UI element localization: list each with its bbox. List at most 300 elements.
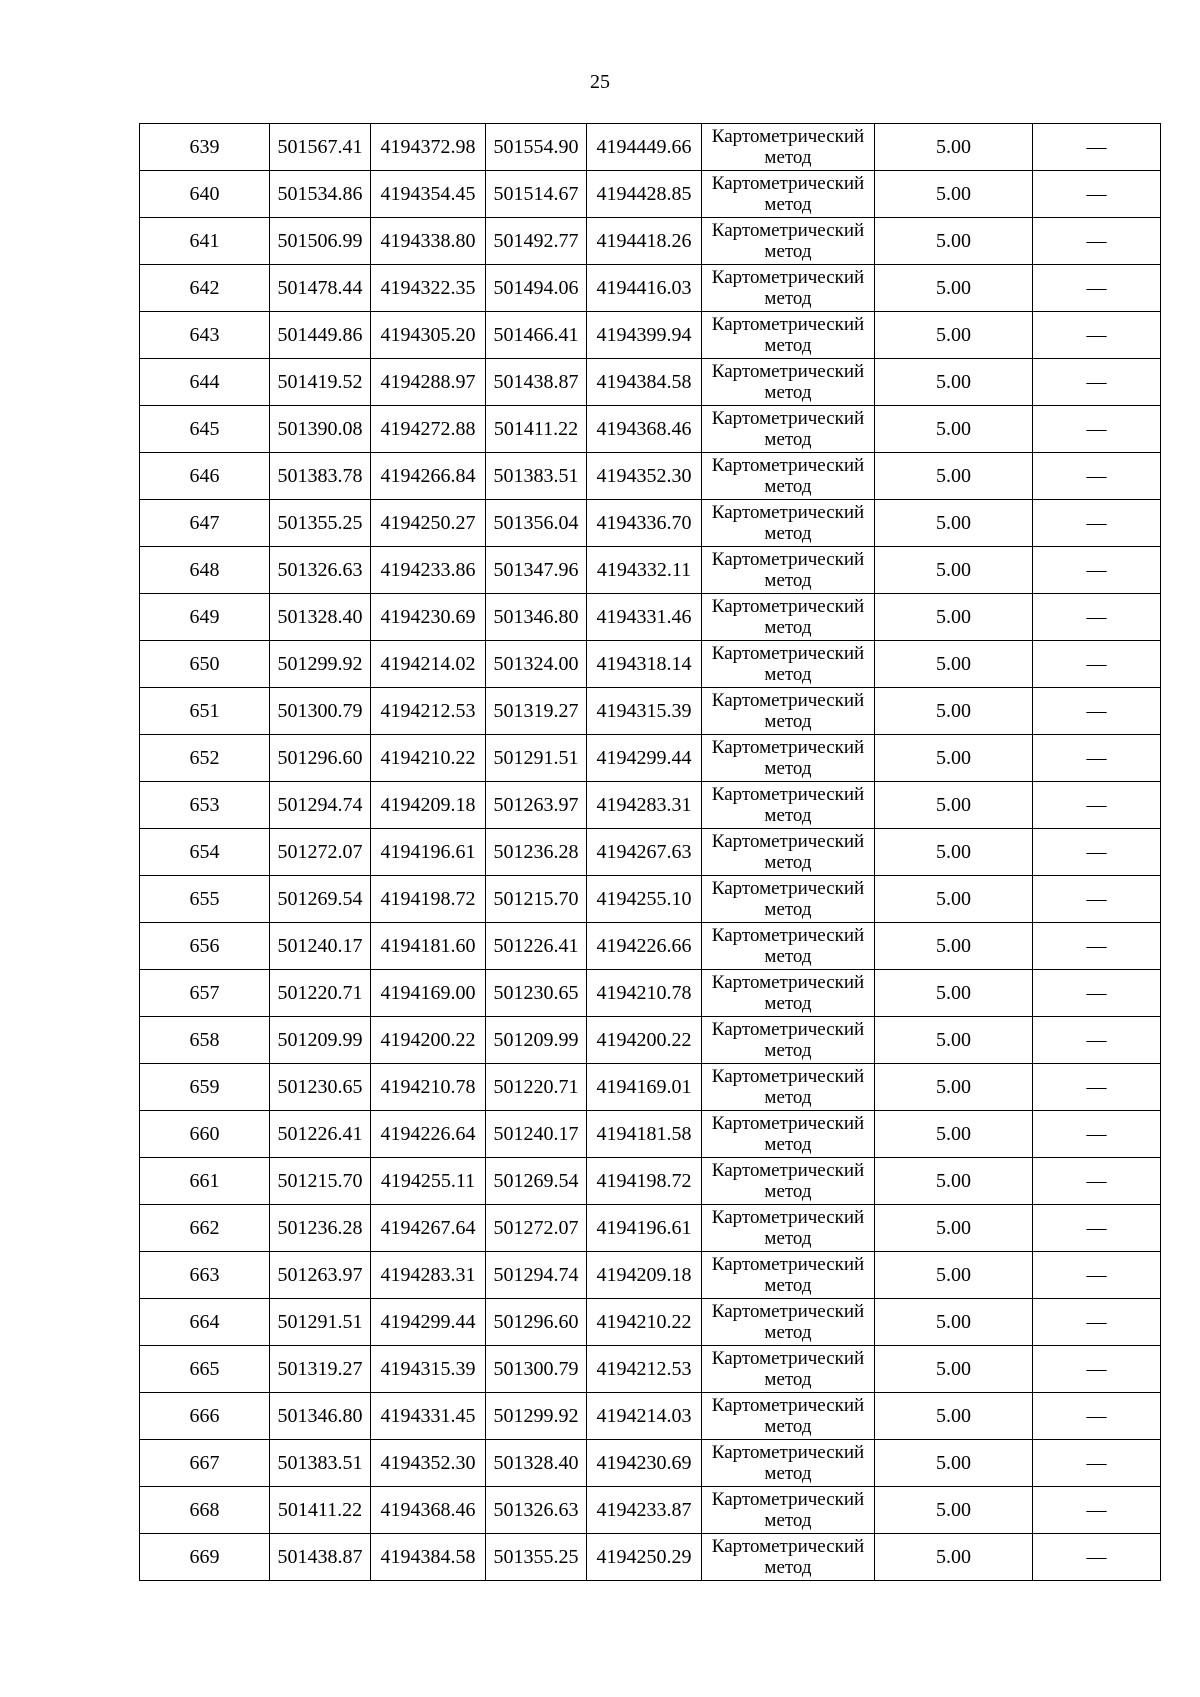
x1-cell: 501326.63	[270, 547, 371, 594]
x1-cell: 501272.07	[270, 829, 371, 876]
point-number-cell: 642	[140, 265, 270, 312]
method-cell	[702, 594, 875, 641]
method-line-1: Картометрический	[711, 643, 865, 664]
y1-cell: 4194267.64	[371, 1205, 486, 1252]
table-row	[140, 1017, 1161, 1064]
method-cell	[702, 735, 875, 782]
note-cell: —	[1033, 1017, 1161, 1064]
x1-cell: 501328.40	[270, 594, 371, 641]
y2-cell: 4194399.94	[587, 312, 702, 359]
accuracy-cell: 5.00	[875, 876, 1033, 923]
x2-cell: 501492.77	[486, 218, 587, 265]
point-number-cell: 639	[140, 124, 270, 171]
y1-cell: 4194288.97	[371, 359, 486, 406]
accuracy-cell: 5.00	[875, 1346, 1033, 1393]
note-cell: —	[1033, 688, 1161, 735]
accuracy-cell: 5.00	[875, 594, 1033, 641]
method-line-2: метод	[764, 852, 812, 873]
x1-cell: 501449.86	[270, 312, 371, 359]
method-line-1: Картометрический	[711, 1348, 865, 1369]
point-number-cell: 657	[140, 970, 270, 1017]
method-line-2: метод	[764, 194, 812, 215]
accuracy-cell: 5.00	[875, 500, 1033, 547]
note-cell: —	[1033, 876, 1161, 923]
y2-cell: 4194226.66	[587, 923, 702, 970]
method-line-1: Картометрический	[711, 1160, 865, 1181]
y1-cell: 4194214.02	[371, 641, 486, 688]
method-line-2: метод	[764, 523, 812, 544]
note-cell: —	[1033, 312, 1161, 359]
y2-cell: 4194384.58	[587, 359, 702, 406]
y2-cell: 4194233.87	[587, 1487, 702, 1534]
y1-cell: 4194368.46	[371, 1487, 486, 1534]
table-row	[140, 594, 1161, 641]
table-row	[140, 1205, 1161, 1252]
point-number-cell: 661	[140, 1158, 270, 1205]
method-line-2: метод	[764, 617, 812, 638]
method-cell	[702, 1346, 875, 1393]
accuracy-cell: 5.00	[875, 1111, 1033, 1158]
y2-cell: 4194336.70	[587, 500, 702, 547]
point-number-cell: 655	[140, 876, 270, 923]
y1-cell: 4194200.22	[371, 1017, 486, 1064]
y1-cell: 4194212.53	[371, 688, 486, 735]
point-number-cell: 662	[140, 1205, 270, 1252]
y2-cell: 4194200.22	[587, 1017, 702, 1064]
method-line-1: Картометрический	[711, 690, 865, 711]
y2-cell: 4194198.72	[587, 1158, 702, 1205]
point-number-cell: 640	[140, 171, 270, 218]
y1-cell: 4194352.30	[371, 1440, 486, 1487]
method-line-2: метод	[764, 1087, 812, 1108]
method-cell	[702, 1158, 875, 1205]
table-row	[140, 1487, 1161, 1534]
x1-cell: 501269.54	[270, 876, 371, 923]
point-number-cell: 667	[140, 1440, 270, 1487]
method-line-2: метод	[764, 382, 812, 403]
method-line-2: метод	[764, 1275, 812, 1296]
method-cell	[702, 124, 875, 171]
note-cell: —	[1033, 124, 1161, 171]
x1-cell: 501220.71	[270, 970, 371, 1017]
table-row	[140, 124, 1161, 171]
point-number-cell: 659	[140, 1064, 270, 1111]
x2-cell: 501240.17	[486, 1111, 587, 1158]
method-cell	[702, 265, 875, 312]
method-cell	[702, 1205, 875, 1252]
method-line-2: метод	[764, 288, 812, 309]
table-row	[140, 359, 1161, 406]
table-row	[140, 171, 1161, 218]
x1-cell: 501411.22	[270, 1487, 371, 1534]
method-cell	[702, 782, 875, 829]
y2-cell: 4194210.78	[587, 970, 702, 1017]
note-cell: —	[1033, 218, 1161, 265]
x2-cell: 501269.54	[486, 1158, 587, 1205]
accuracy-cell: 5.00	[875, 265, 1033, 312]
x2-cell: 501438.87	[486, 359, 587, 406]
x2-cell: 501215.70	[486, 876, 587, 923]
y1-cell: 4194322.35	[371, 265, 486, 312]
method-line-1: Картометрический	[711, 455, 865, 476]
y1-cell: 4194209.18	[371, 782, 486, 829]
x1-cell: 501438.87	[270, 1534, 371, 1581]
y1-cell: 4194384.58	[371, 1534, 486, 1581]
x2-cell: 501319.27	[486, 688, 587, 735]
method-cell	[702, 406, 875, 453]
method-line-1: Картометрический	[711, 1395, 865, 1416]
y2-cell: 4194230.69	[587, 1440, 702, 1487]
table-row	[140, 1440, 1161, 1487]
y2-cell: 4194214.03	[587, 1393, 702, 1440]
note-cell: —	[1033, 171, 1161, 218]
table-row	[140, 1346, 1161, 1393]
method-cell	[702, 1017, 875, 1064]
x1-cell: 501478.44	[270, 265, 371, 312]
y2-cell: 4194210.22	[587, 1299, 702, 1346]
table-row	[140, 970, 1161, 1017]
x2-cell: 501230.65	[486, 970, 587, 1017]
method-line-2: метод	[764, 1228, 812, 1249]
accuracy-cell: 5.00	[875, 1534, 1033, 1581]
method-cell	[702, 876, 875, 923]
x1-cell: 501226.41	[270, 1111, 371, 1158]
x2-cell: 501272.07	[486, 1205, 587, 1252]
note-cell: —	[1033, 359, 1161, 406]
y2-cell: 4194250.29	[587, 1534, 702, 1581]
method-line-1: Картометрический	[711, 173, 865, 194]
method-cell	[702, 1252, 875, 1299]
table-row	[140, 1534, 1161, 1581]
accuracy-cell: 5.00	[875, 1440, 1033, 1487]
method-line-1: Картометрический	[711, 972, 865, 993]
method-line-1: Картометрический	[711, 831, 865, 852]
method-cell	[702, 829, 875, 876]
method-cell	[702, 1534, 875, 1581]
table-row	[140, 1252, 1161, 1299]
method-cell	[702, 218, 875, 265]
table-row	[140, 547, 1161, 594]
y1-cell: 4194255.11	[371, 1158, 486, 1205]
method-line-2: метод	[764, 758, 812, 779]
note-cell: —	[1033, 1252, 1161, 1299]
y1-cell: 4194169.00	[371, 970, 486, 1017]
y2-cell: 4194181.58	[587, 1111, 702, 1158]
method-cell	[702, 641, 875, 688]
method-line-2: метод	[764, 1040, 812, 1061]
x2-cell: 501209.99	[486, 1017, 587, 1064]
note-cell: —	[1033, 1064, 1161, 1111]
x2-cell: 501347.96	[486, 547, 587, 594]
x2-cell: 501383.51	[486, 453, 587, 500]
y1-cell: 4194196.61	[371, 829, 486, 876]
x2-cell: 501355.25	[486, 1534, 587, 1581]
note-cell: —	[1033, 1158, 1161, 1205]
note-cell: —	[1033, 265, 1161, 312]
y1-cell: 4194233.86	[371, 547, 486, 594]
note-cell: —	[1033, 923, 1161, 970]
method-cell	[702, 688, 875, 735]
method-cell	[702, 1064, 875, 1111]
note-cell: —	[1033, 641, 1161, 688]
x1-cell: 501319.27	[270, 1346, 371, 1393]
x2-cell: 501299.92	[486, 1393, 587, 1440]
method-line-2: метод	[764, 993, 812, 1014]
table-row	[140, 1158, 1161, 1205]
table-row	[140, 453, 1161, 500]
y2-cell: 4194267.63	[587, 829, 702, 876]
accuracy-cell: 5.00	[875, 1017, 1033, 1064]
x1-cell: 501230.65	[270, 1064, 371, 1111]
table-row	[140, 1393, 1161, 1440]
method-line-1: Картометрический	[711, 1254, 865, 1275]
page-number: 25	[590, 71, 610, 93]
y2-cell: 4194352.30	[587, 453, 702, 500]
x1-cell: 501240.17	[270, 923, 371, 970]
note-cell: —	[1033, 1534, 1161, 1581]
y2-cell: 4194331.46	[587, 594, 702, 641]
note-cell: —	[1033, 453, 1161, 500]
point-number-cell: 648	[140, 547, 270, 594]
method-line-2: метод	[764, 241, 812, 262]
y2-cell: 4194428.85	[587, 171, 702, 218]
note-cell: —	[1033, 1111, 1161, 1158]
method-line-1: Картометрический	[711, 361, 865, 382]
point-number-cell: 660	[140, 1111, 270, 1158]
y2-cell: 4194196.61	[587, 1205, 702, 1252]
accuracy-cell: 5.00	[875, 1393, 1033, 1440]
method-line-2: метод	[764, 899, 812, 920]
y1-cell: 4194181.60	[371, 923, 486, 970]
method-line-1: Картометрический	[711, 596, 865, 617]
x2-cell: 501324.00	[486, 641, 587, 688]
accuracy-cell: 5.00	[875, 923, 1033, 970]
y2-cell: 4194315.39	[587, 688, 702, 735]
y2-cell: 4194255.10	[587, 876, 702, 923]
accuracy-cell: 5.00	[875, 547, 1033, 594]
point-number-cell: 668	[140, 1487, 270, 1534]
x2-cell: 501554.90	[486, 124, 587, 171]
x2-cell: 501296.60	[486, 1299, 587, 1346]
x1-cell: 501294.74	[270, 782, 371, 829]
y2-cell: 4194299.44	[587, 735, 702, 782]
accuracy-cell: 5.00	[875, 124, 1033, 171]
table-row	[140, 735, 1161, 782]
accuracy-cell: 5.00	[875, 406, 1033, 453]
x2-cell: 501514.67	[486, 171, 587, 218]
table-body	[140, 124, 1161, 1581]
x2-cell: 501226.41	[486, 923, 587, 970]
method-line-2: метод	[764, 946, 812, 967]
y2-cell: 4194169.01	[587, 1064, 702, 1111]
x1-cell: 501300.79	[270, 688, 371, 735]
y1-cell: 4194283.31	[371, 1252, 486, 1299]
y1-cell: 4194230.69	[371, 594, 486, 641]
accuracy-cell: 5.00	[875, 359, 1033, 406]
method-line-2: метод	[764, 711, 812, 732]
y1-cell: 4194266.84	[371, 453, 486, 500]
method-cell	[702, 171, 875, 218]
y1-cell: 4194198.72	[371, 876, 486, 923]
note-cell: —	[1033, 406, 1161, 453]
method-line-1: Картометрический	[711, 502, 865, 523]
point-number-cell: 665	[140, 1346, 270, 1393]
x1-cell: 501355.25	[270, 500, 371, 547]
y1-cell: 4194250.27	[371, 500, 486, 547]
note-cell: —	[1033, 547, 1161, 594]
y1-cell: 4194226.64	[371, 1111, 486, 1158]
accuracy-cell: 5.00	[875, 735, 1033, 782]
point-number-cell: 651	[140, 688, 270, 735]
method-line-2: метод	[764, 1510, 812, 1531]
method-line-2: метод	[764, 335, 812, 356]
y1-cell: 4194305.20	[371, 312, 486, 359]
table-row	[140, 923, 1161, 970]
accuracy-cell: 5.00	[875, 970, 1033, 1017]
note-cell: —	[1033, 829, 1161, 876]
x2-cell: 501466.41	[486, 312, 587, 359]
y1-cell: 4194210.78	[371, 1064, 486, 1111]
x2-cell: 501236.28	[486, 829, 587, 876]
method-line-2: метод	[764, 1463, 812, 1484]
point-number-cell: 653	[140, 782, 270, 829]
y2-cell: 4194283.31	[587, 782, 702, 829]
method-line-1: Картометрический	[711, 126, 865, 147]
x1-cell: 501419.52	[270, 359, 371, 406]
y2-cell: 4194332.11	[587, 547, 702, 594]
method-cell	[702, 1299, 875, 1346]
x1-cell: 501506.99	[270, 218, 371, 265]
note-cell: —	[1033, 1205, 1161, 1252]
y1-cell: 4194338.80	[371, 218, 486, 265]
method-line-1: Картометрический	[711, 1066, 865, 1087]
accuracy-cell: 5.00	[875, 1252, 1033, 1299]
method-line-2: метод	[764, 570, 812, 591]
y2-cell: 4194212.53	[587, 1346, 702, 1393]
x1-cell: 501209.99	[270, 1017, 371, 1064]
method-line-1: Картометрический	[711, 220, 865, 241]
table-row	[140, 641, 1161, 688]
point-number-cell: 646	[140, 453, 270, 500]
accuracy-cell: 5.00	[875, 688, 1033, 735]
x2-cell: 501220.71	[486, 1064, 587, 1111]
table-row	[140, 312, 1161, 359]
table-row	[140, 876, 1161, 923]
y1-cell: 4194315.39	[371, 1346, 486, 1393]
point-number-cell: 652	[140, 735, 270, 782]
table-row	[140, 1111, 1161, 1158]
table-row	[140, 218, 1161, 265]
method-line-2: метод	[764, 1416, 812, 1437]
method-line-2: метод	[764, 1134, 812, 1155]
y2-cell: 4194449.66	[587, 124, 702, 171]
method-line-1: Картометрический	[711, 1207, 865, 1228]
x1-cell: 501299.92	[270, 641, 371, 688]
accuracy-cell: 5.00	[875, 641, 1033, 688]
method-cell	[702, 312, 875, 359]
method-cell	[702, 1393, 875, 1440]
method-line-1: Картометрический	[711, 737, 865, 758]
method-line-1: Картометрический	[711, 878, 865, 899]
y1-cell: 4194210.22	[371, 735, 486, 782]
note-cell: —	[1033, 500, 1161, 547]
note-cell: —	[1033, 1299, 1161, 1346]
point-number-cell: 664	[140, 1299, 270, 1346]
method-line-1: Картометрический	[711, 549, 865, 570]
note-cell: —	[1033, 782, 1161, 829]
note-cell: —	[1033, 594, 1161, 641]
table-row	[140, 782, 1161, 829]
x1-cell: 501236.28	[270, 1205, 371, 1252]
method-line-1: Картометрический	[711, 1489, 865, 1510]
method-cell	[702, 453, 875, 500]
x1-cell: 501383.51	[270, 1440, 371, 1487]
x2-cell: 501494.06	[486, 265, 587, 312]
y1-cell: 4194272.88	[371, 406, 486, 453]
method-line-1: Картометрический	[711, 267, 865, 288]
method-cell	[702, 1487, 875, 1534]
method-line-2: метод	[764, 429, 812, 450]
note-cell: —	[1033, 735, 1161, 782]
table-row	[140, 406, 1161, 453]
method-line-2: метод	[764, 1322, 812, 1343]
method-line-2: метод	[764, 476, 812, 497]
accuracy-cell: 5.00	[875, 218, 1033, 265]
coordinates-table	[139, 123, 1161, 1581]
point-number-cell: 644	[140, 359, 270, 406]
x1-cell: 501346.80	[270, 1393, 371, 1440]
accuracy-cell: 5.00	[875, 1158, 1033, 1205]
point-number-cell: 643	[140, 312, 270, 359]
method-line-2: метод	[764, 147, 812, 168]
y1-cell: 4194372.98	[371, 124, 486, 171]
x2-cell: 501328.40	[486, 1440, 587, 1487]
y1-cell: 4194299.44	[371, 1299, 486, 1346]
table-row	[140, 688, 1161, 735]
method-cell	[702, 500, 875, 547]
x1-cell: 501383.78	[270, 453, 371, 500]
method-cell	[702, 1440, 875, 1487]
y2-cell: 4194318.14	[587, 641, 702, 688]
method-line-2: метод	[764, 1557, 812, 1578]
point-number-cell: 656	[140, 923, 270, 970]
x1-cell: 501567.41	[270, 124, 371, 171]
method-line-2: метод	[764, 664, 812, 685]
x2-cell: 501291.51	[486, 735, 587, 782]
point-number-cell: 645	[140, 406, 270, 453]
point-number-cell: 666	[140, 1393, 270, 1440]
accuracy-cell: 5.00	[875, 1064, 1033, 1111]
accuracy-cell: 5.00	[875, 1487, 1033, 1534]
x1-cell: 501291.51	[270, 1299, 371, 1346]
point-number-cell: 641	[140, 218, 270, 265]
note-cell: —	[1033, 1487, 1161, 1534]
method-line-1: Картометрический	[711, 1301, 865, 1322]
table-row	[140, 829, 1161, 876]
x1-cell: 501534.86	[270, 171, 371, 218]
accuracy-cell: 5.00	[875, 312, 1033, 359]
x1-cell: 501263.97	[270, 1252, 371, 1299]
accuracy-cell: 5.00	[875, 829, 1033, 876]
method-cell	[702, 1111, 875, 1158]
accuracy-cell: 5.00	[875, 1205, 1033, 1252]
note-cell: —	[1033, 1440, 1161, 1487]
x2-cell: 501263.97	[486, 782, 587, 829]
x2-cell: 501326.63	[486, 1487, 587, 1534]
method-cell	[702, 359, 875, 406]
y1-cell: 4194331.45	[371, 1393, 486, 1440]
method-line-2: метод	[764, 1369, 812, 1390]
